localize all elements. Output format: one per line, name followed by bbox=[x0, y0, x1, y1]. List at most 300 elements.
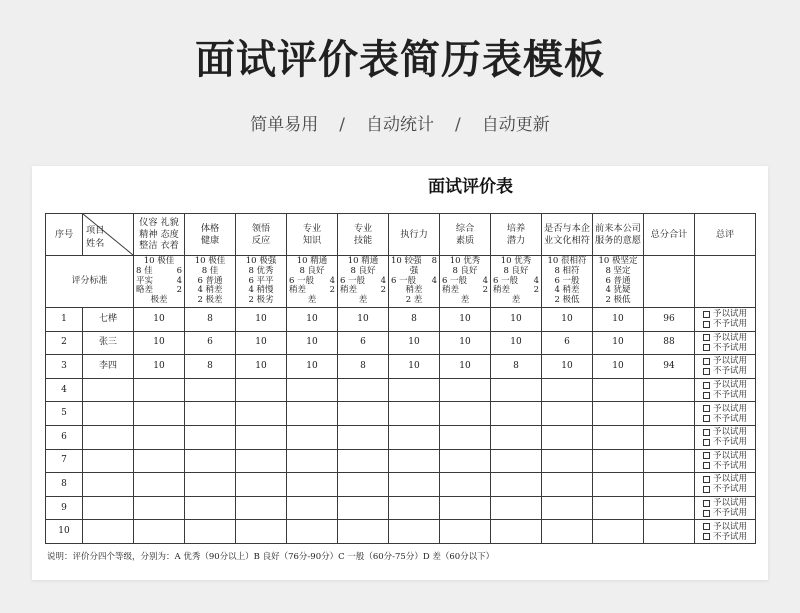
criterion-header bbox=[185, 214, 236, 256]
checkbox-label: 不予试用 bbox=[712, 342, 747, 353]
scoring-standard-token: 8 佳 bbox=[136, 265, 153, 276]
total-score-cell: 88 bbox=[644, 331, 695, 355]
scoring-standard-line: 6 平平 bbox=[248, 275, 274, 286]
checkbox-label: 予以试用 bbox=[712, 474, 747, 485]
checkbox[interactable] bbox=[703, 415, 710, 422]
reject-trial-option[interactable] bbox=[695, 484, 755, 494]
score-cell: 10 bbox=[440, 308, 491, 332]
scoring-standard-token: 4 bbox=[431, 275, 437, 286]
criterion-header-line: 仪容 礼貌 bbox=[139, 217, 179, 229]
score-cell: 10 bbox=[542, 355, 593, 379]
score-cell bbox=[542, 425, 593, 449]
score-cell: 8 bbox=[491, 355, 542, 379]
score-cell bbox=[185, 378, 236, 402]
criterion-header-line: 整洁 衣着 bbox=[139, 240, 179, 252]
score-cell bbox=[440, 520, 491, 544]
scoring-standard-cell bbox=[440, 256, 491, 308]
name-cell: 李四 bbox=[83, 355, 134, 379]
score-cell: 6 bbox=[338, 331, 389, 355]
table-row bbox=[46, 378, 756, 402]
overall-cell bbox=[695, 425, 756, 449]
score-cell bbox=[236, 378, 287, 402]
scoring-standard-token: 稍差 bbox=[442, 285, 460, 296]
scoring-standard-cell bbox=[338, 256, 389, 308]
score-cell bbox=[440, 473, 491, 497]
scoring-standard-line: 4 犹疑 bbox=[605, 285, 631, 296]
scoring-standard-token: 2 bbox=[482, 285, 488, 296]
score-cell bbox=[593, 473, 644, 497]
scoring-standard-token: 6 一般 bbox=[493, 275, 519, 286]
accept-trial-option[interactable] bbox=[695, 522, 755, 532]
scoring-standard-token: 平实 bbox=[136, 275, 154, 286]
sheet-title: 面试评价表 bbox=[428, 177, 513, 197]
feature-item: 简单易用 bbox=[250, 115, 319, 135]
table-row bbox=[46, 473, 756, 497]
criterion-header-line: 健康 bbox=[200, 234, 220, 246]
checkbox-label: 予以试用 bbox=[712, 309, 747, 320]
reject-trial-option[interactable] bbox=[695, 414, 755, 424]
score-cell bbox=[338, 425, 389, 449]
scoring-standard-row bbox=[46, 256, 756, 308]
score-cell: 10 bbox=[593, 355, 644, 379]
scoring-standard-line: 8 良好 bbox=[452, 265, 478, 276]
scoring-standard-line: 4 稍差 bbox=[197, 285, 223, 296]
table-row bbox=[46, 496, 756, 520]
criterion-header-line: 综合 bbox=[455, 223, 475, 234]
checkbox[interactable] bbox=[703, 476, 710, 483]
scoring-standard-line: 10 优秀 bbox=[449, 256, 481, 266]
score-cell: 10 bbox=[287, 331, 338, 355]
scoring-standard-line: 差 bbox=[358, 295, 368, 306]
score-cell bbox=[134, 496, 185, 520]
score-cell bbox=[134, 378, 185, 402]
score-cell bbox=[491, 425, 542, 449]
checkbox[interactable] bbox=[703, 311, 710, 318]
serial-cell: 7 bbox=[46, 449, 83, 473]
evaluation-table bbox=[45, 213, 756, 544]
score-cell: 10 bbox=[440, 355, 491, 379]
score-cell bbox=[542, 402, 593, 426]
score-cell: 8 bbox=[389, 308, 440, 332]
accept-trial-option[interactable] bbox=[695, 498, 755, 508]
criterion-header-line: 领悟 bbox=[251, 223, 271, 234]
score-cell bbox=[338, 473, 389, 497]
criterion-header bbox=[134, 214, 185, 256]
scoring-standard-token: 8 bbox=[431, 256, 437, 266]
scoring-standard-line: 10 精通 bbox=[347, 256, 379, 266]
criterion-header-line: 前来本公司 bbox=[595, 223, 641, 234]
checkbox[interactable] bbox=[703, 462, 710, 469]
score-cell bbox=[542, 496, 593, 520]
scoring-standard-token: 2 bbox=[380, 285, 386, 296]
scoring-standard-line: 8 良好 bbox=[350, 265, 376, 276]
total-score-cell bbox=[644, 449, 695, 473]
score-cell: 10 bbox=[593, 308, 644, 332]
checkbox[interactable] bbox=[703, 392, 710, 399]
score-cell: 10 bbox=[491, 308, 542, 332]
reject-trial-option[interactable] bbox=[695, 532, 755, 542]
scoring-standard-cell bbox=[185, 256, 236, 308]
accept-trial-option[interactable] bbox=[695, 451, 755, 461]
score-cell bbox=[185, 402, 236, 426]
score-cell: 10 bbox=[287, 355, 338, 379]
overall-header: 总评 bbox=[695, 214, 756, 256]
scoring-standard-line: 10 优秀 bbox=[500, 256, 532, 266]
table-row bbox=[46, 449, 756, 473]
total-score-cell bbox=[644, 520, 695, 544]
scoring-standard-token: 稍差 bbox=[340, 285, 358, 296]
score-cell bbox=[389, 473, 440, 497]
scoring-standard-line: 10 极坚定 bbox=[598, 256, 638, 266]
scoring-standard-token: 稍差 bbox=[289, 285, 307, 296]
scoring-standard-token: 2 bbox=[533, 285, 539, 296]
score-cell bbox=[491, 378, 542, 402]
score-cell bbox=[389, 425, 440, 449]
score-cell: 10 bbox=[134, 308, 185, 332]
feature-list bbox=[0, 115, 800, 135]
serial-cell: 2 bbox=[46, 331, 83, 355]
criterion-header bbox=[491, 214, 542, 256]
score-cell bbox=[287, 378, 338, 402]
scoring-standard-cell bbox=[593, 256, 644, 308]
score-cell bbox=[185, 425, 236, 449]
criterion-header bbox=[440, 214, 491, 256]
score-cell: 10 bbox=[491, 331, 542, 355]
accept-trial-option[interactable] bbox=[695, 309, 755, 319]
scoring-standard-line: 差 bbox=[460, 295, 470, 306]
overall-cell bbox=[695, 449, 756, 473]
item-label: 项目 bbox=[86, 224, 105, 236]
checkbox[interactable] bbox=[703, 523, 710, 530]
criterion-header-line: 反应 bbox=[251, 234, 271, 246]
scoring-standard-token: 4 bbox=[533, 275, 539, 286]
score-cell bbox=[389, 449, 440, 473]
reject-trial-option[interactable] bbox=[695, 461, 755, 471]
scoring-standard-line: 8 良好 bbox=[503, 265, 529, 276]
total-score-cell: 94 bbox=[644, 355, 695, 379]
scoring-standard-line: 差 bbox=[307, 295, 317, 306]
score-cell bbox=[542, 520, 593, 544]
score-cell bbox=[593, 449, 644, 473]
scoring-standard-token: 6 一般 bbox=[442, 275, 468, 286]
reject-trial-option[interactable] bbox=[695, 508, 755, 518]
score-cell: 10 bbox=[236, 331, 287, 355]
criterion-header-line: 业文化相符 bbox=[544, 234, 590, 246]
diagonal-line bbox=[83, 214, 133, 255]
score-cell bbox=[542, 473, 593, 497]
scoring-standard-line: 6 普通 bbox=[605, 275, 631, 286]
name-cell: 张三 bbox=[83, 331, 134, 355]
score-cell: 10 bbox=[338, 308, 389, 332]
score-cell: 6 bbox=[185, 331, 236, 355]
checkbox-label: 予以试用 bbox=[712, 450, 747, 461]
serial-header: 序号 bbox=[46, 214, 83, 256]
scoring-standard-line: 10 极佳 bbox=[194, 256, 226, 266]
score-cell bbox=[287, 473, 338, 497]
reject-trial-option[interactable] bbox=[695, 437, 755, 447]
criterion-header-line: 技能 bbox=[353, 234, 373, 246]
checkbox[interactable] bbox=[703, 439, 710, 446]
checkbox-label: 不予试用 bbox=[712, 366, 747, 377]
accept-trial-option[interactable] bbox=[695, 356, 755, 366]
score-cell bbox=[593, 402, 644, 426]
scoring-standard-cell bbox=[134, 256, 185, 308]
score-cell: 10 bbox=[440, 331, 491, 355]
checkbox[interactable] bbox=[703, 500, 710, 507]
score-cell bbox=[440, 449, 491, 473]
criterion-header bbox=[287, 214, 338, 256]
checkbox[interactable] bbox=[703, 344, 710, 351]
accept-trial-option[interactable] bbox=[695, 474, 755, 484]
score-cell bbox=[389, 496, 440, 520]
feature-item: 自动更新 bbox=[481, 115, 550, 135]
score-cell bbox=[338, 402, 389, 426]
score-cell: 10 bbox=[134, 355, 185, 379]
checkbox-label: 予以试用 bbox=[712, 498, 747, 509]
criterion-header-line: 专业 bbox=[302, 223, 322, 234]
score-cell: 10 bbox=[134, 331, 185, 355]
score-cell bbox=[491, 496, 542, 520]
checkbox-label: 不予试用 bbox=[712, 508, 747, 519]
criterion-header bbox=[593, 214, 644, 256]
table-row bbox=[46, 402, 756, 426]
score-cell: 8 bbox=[185, 355, 236, 379]
page-title: 面试评价表简历表模板 bbox=[195, 37, 605, 83]
table-row bbox=[46, 331, 756, 355]
checkbox[interactable] bbox=[703, 405, 710, 412]
score-cell bbox=[185, 449, 236, 473]
score-cell bbox=[389, 402, 440, 426]
checkbox[interactable] bbox=[703, 429, 710, 436]
scoring-standard-token: 4 bbox=[482, 275, 488, 286]
separator: / bbox=[339, 115, 345, 135]
serial-cell: 8 bbox=[46, 473, 83, 497]
score-cell bbox=[440, 425, 491, 449]
score-cell: 10 bbox=[593, 331, 644, 355]
scoring-standard-line: 8 相符 bbox=[554, 265, 580, 276]
scoring-standard-line: 2 差 bbox=[405, 295, 423, 306]
score-cell bbox=[593, 425, 644, 449]
score-cell bbox=[338, 378, 389, 402]
score-cell bbox=[134, 402, 185, 426]
total-score-cell bbox=[644, 378, 695, 402]
checkbox[interactable] bbox=[703, 334, 710, 341]
score-cell bbox=[287, 425, 338, 449]
criterion-header bbox=[236, 214, 287, 256]
scoring-standard-cell bbox=[491, 256, 542, 308]
criterion-header-line: 是否与本企 bbox=[544, 223, 590, 234]
serial-cell: 5 bbox=[46, 402, 83, 426]
checkbox-label: 予以试用 bbox=[712, 380, 747, 391]
accept-trial-option[interactable] bbox=[695, 427, 755, 437]
serial-cell: 10 bbox=[46, 520, 83, 544]
score-cell bbox=[491, 402, 542, 426]
score-cell bbox=[236, 473, 287, 497]
scoring-standard-line: 2 极低 bbox=[554, 295, 580, 306]
score-cell: 6 bbox=[542, 331, 593, 355]
separator: / bbox=[455, 115, 461, 135]
serial-cell: 1 bbox=[46, 308, 83, 332]
score-cell bbox=[287, 496, 338, 520]
name-cell bbox=[83, 496, 134, 520]
scoring-standard-token: 略差 bbox=[136, 285, 154, 296]
checkbox-label: 予以试用 bbox=[712, 521, 747, 532]
table-row bbox=[46, 308, 756, 332]
checkbox-label: 不予试用 bbox=[712, 437, 747, 448]
checkbox[interactable] bbox=[703, 358, 710, 365]
overall-cell bbox=[695, 331, 756, 355]
score-cell bbox=[236, 449, 287, 473]
score-cell: 10 bbox=[389, 355, 440, 379]
score-cell bbox=[338, 496, 389, 520]
accept-trial-option[interactable] bbox=[695, 404, 755, 414]
score-cell bbox=[389, 520, 440, 544]
reject-trial-option[interactable] bbox=[695, 390, 755, 400]
scoring-standard-cell bbox=[287, 256, 338, 308]
accept-trial-option[interactable] bbox=[695, 380, 755, 390]
checkbox[interactable] bbox=[703, 382, 710, 389]
reject-trial-option[interactable] bbox=[695, 319, 755, 329]
name-cell bbox=[83, 473, 134, 497]
criterion-header bbox=[542, 214, 593, 256]
score-cell bbox=[542, 378, 593, 402]
score-cell bbox=[491, 473, 542, 497]
score-cell bbox=[542, 449, 593, 473]
checkbox[interactable] bbox=[703, 533, 710, 540]
header-row bbox=[46, 214, 756, 256]
name-cell bbox=[83, 520, 134, 544]
name-cell bbox=[83, 402, 134, 426]
score-cell bbox=[134, 520, 185, 544]
overall-cell bbox=[695, 378, 756, 402]
overall-cell bbox=[695, 308, 756, 332]
scoring-standard-token: 4 bbox=[329, 275, 335, 286]
scoring-standard-token: 4 bbox=[176, 275, 182, 286]
scoring-standard-overall-blank bbox=[695, 256, 756, 308]
criterion-header-line: 素质 bbox=[455, 234, 475, 246]
scoring-standard-line: 2 极低 bbox=[605, 295, 631, 306]
serial-cell: 6 bbox=[46, 425, 83, 449]
criterion-header-line: 服务的意愿 bbox=[595, 234, 641, 246]
scoring-standard-token: 2 bbox=[176, 285, 182, 296]
name-cell bbox=[83, 449, 134, 473]
footnote: 说明：评价分四个等级，分别为：A 优秀（90分以上）B 良好（76分-90分）C 一般（60分-75分）D 差（60分以下） bbox=[47, 552, 495, 562]
scoring-standard-line: 强 bbox=[409, 265, 419, 276]
score-cell: 10 bbox=[287, 308, 338, 332]
scoring-standard-line: 极差 bbox=[150, 295, 168, 306]
table-row bbox=[46, 355, 756, 379]
scoring-standard-cell bbox=[542, 256, 593, 308]
scoring-standard-token: 10 较强 bbox=[391, 256, 422, 266]
score-cell bbox=[593, 496, 644, 520]
score-cell bbox=[440, 496, 491, 520]
name-cell: 七桦 bbox=[83, 308, 134, 332]
checkbox-label: 不予试用 bbox=[712, 484, 747, 495]
scoring-standard-line: 4 稍慢 bbox=[248, 285, 274, 296]
checkbox[interactable] bbox=[703, 510, 710, 517]
scoring-standard-line: 10 精通 bbox=[296, 256, 328, 266]
total-score-cell bbox=[644, 496, 695, 520]
scoring-standard-total-blank bbox=[644, 256, 695, 308]
score-cell: 10 bbox=[542, 308, 593, 332]
scoring-standard-token: 6 一般 bbox=[391, 275, 417, 286]
overall-cell bbox=[695, 520, 756, 544]
score-cell bbox=[440, 402, 491, 426]
score-cell bbox=[389, 378, 440, 402]
scoring-standard-line: 2 极差 bbox=[197, 295, 223, 306]
score-cell bbox=[440, 378, 491, 402]
criterion-header-line: 体格 bbox=[200, 223, 220, 234]
checkbox-label: 不予试用 bbox=[712, 413, 747, 424]
scoring-standard-token: 6 bbox=[176, 265, 182, 276]
item-name-header bbox=[83, 214, 134, 256]
reject-trial-option[interactable] bbox=[695, 366, 755, 376]
checkbox[interactable] bbox=[703, 368, 710, 375]
scoring-standard-line: 稍差 bbox=[405, 285, 423, 296]
criterion-header-line: 专业 bbox=[353, 223, 373, 234]
scoring-standard-label: 评分标准 bbox=[46, 256, 134, 308]
scoring-standard-line: 6 一般 bbox=[554, 275, 580, 286]
total-score-cell bbox=[644, 402, 695, 426]
table-row bbox=[46, 425, 756, 449]
scoring-standard-line: 8 优秀 bbox=[248, 265, 274, 276]
criterion-header-line: 精神 态度 bbox=[139, 228, 179, 240]
checkbox-label: 予以试用 bbox=[712, 427, 747, 438]
sheet-card bbox=[32, 166, 768, 580]
serial-cell: 9 bbox=[46, 496, 83, 520]
scoring-standard-token: 6 一般 bbox=[340, 275, 366, 286]
score-cell bbox=[185, 473, 236, 497]
checkbox-label: 予以试用 bbox=[712, 332, 747, 343]
score-cell bbox=[338, 449, 389, 473]
score-cell: 10 bbox=[389, 331, 440, 355]
scoring-standard-line: 10 很相符 bbox=[547, 256, 587, 266]
checkbox[interactable] bbox=[703, 486, 710, 493]
serial-cell: 3 bbox=[46, 355, 83, 379]
score-cell bbox=[185, 496, 236, 520]
checkbox[interactable] bbox=[703, 452, 710, 459]
score-cell bbox=[287, 402, 338, 426]
criterion-header-line: 培养 bbox=[506, 223, 526, 234]
scoring-standard-line: 4 稍差 bbox=[554, 285, 580, 296]
scoring-standard-line: 6 普通 bbox=[197, 275, 223, 286]
overall-cell bbox=[695, 355, 756, 379]
table-row bbox=[46, 520, 756, 544]
total-score-header: 总分合计 bbox=[644, 214, 695, 256]
criterion-header-line: 执行力 bbox=[400, 228, 428, 240]
name-label: 姓名 bbox=[86, 237, 105, 249]
score-cell: 8 bbox=[338, 355, 389, 379]
score-cell bbox=[236, 520, 287, 544]
checkbox[interactable] bbox=[703, 321, 710, 328]
scoring-standard-token: 6 一般 bbox=[289, 275, 315, 286]
score-cell bbox=[134, 449, 185, 473]
scoring-standard-cell bbox=[389, 256, 440, 308]
serial-cell: 4 bbox=[46, 378, 83, 402]
name-cell bbox=[83, 425, 134, 449]
scoring-standard-token: 稍差 bbox=[493, 285, 511, 296]
checkbox-label: 不予试用 bbox=[712, 319, 747, 330]
score-cell bbox=[593, 378, 644, 402]
overall-cell bbox=[695, 402, 756, 426]
scoring-standard-line: 差 bbox=[511, 295, 521, 306]
reject-trial-option[interactable] bbox=[695, 343, 755, 353]
checkbox-label: 不予试用 bbox=[712, 390, 747, 401]
criterion-header bbox=[389, 214, 440, 256]
scoring-standard-line: 8 良好 bbox=[299, 265, 325, 276]
accept-trial-option[interactable] bbox=[695, 333, 755, 343]
total-score-cell: 96 bbox=[644, 308, 695, 332]
